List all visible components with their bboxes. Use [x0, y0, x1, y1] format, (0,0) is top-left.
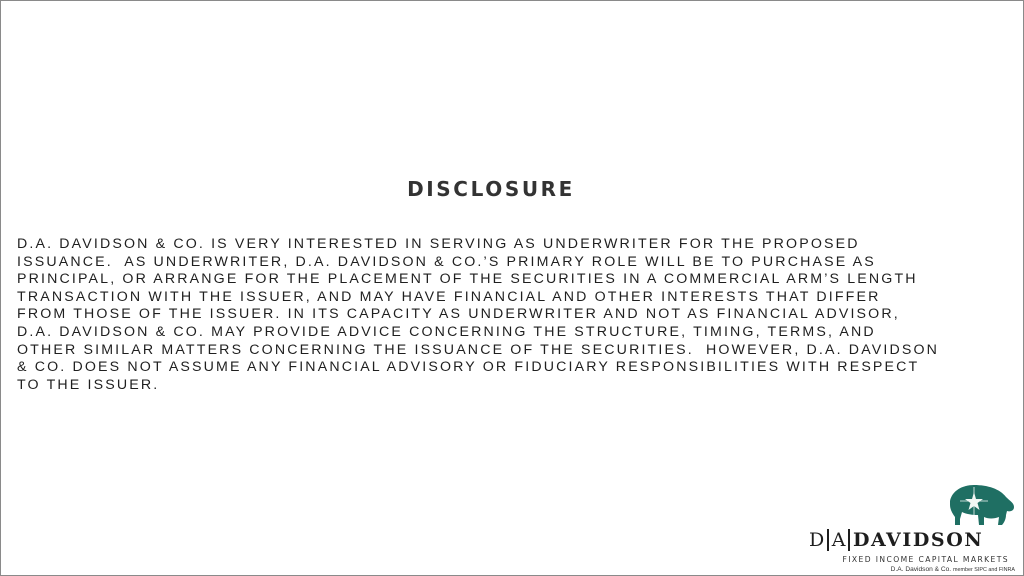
davidson-logo	[801, 479, 1023, 575]
slide-title: DISCLOSURE	[407, 177, 575, 201]
logo-division: FIXED INCOME CAPITAL MARKETS	[842, 555, 1009, 564]
member-affiliations: member SIPC and FINRA	[952, 567, 1015, 573]
disclosure-text: D.A. DAVIDSON & CO. IS VERY INTERESTED IN SERVING AS UNDERWRITER FOR THE PROPOSED ISSUANCE. AS UNDERWRITER, D.A. DAVIDSON & CO.’S PRIMARY ROLE WILL BE TO PURCHASE AS PRINCIPAL, OR ARRANGE FOR THE PLACEMENT OF THE SECURITIES IN A COMMERCIAL ARM’S LENGTH TRANSACTION WITH THE ISSUER, AND MAY HAVE FINANCIAL AND OTHER INTERESTS THAT DIFFER FROM THOSE OF THE ISSUER. IN ITS CAPACITY AS UNDERWRITER AND NOT AS FINANCIAL ADVISOR, D.A. DAVIDSON & CO. MAY PROVIDE ADVICE CONCERNING THE STRUCTURE, TIMING, TERMS, AND OTHER SIMILAR MATTERS CONCERNING THE ISSUANCE OF THE SECURITIES. HOWEVER, D.A. DAVIDSON & CO. DOES NOT ASSUME ANY FINANCIAL ADVISORY OR FIDUCIARY RESPONSIBILITIES WITH RESPECT TO THE ISSUER.	[17, 236, 940, 393]
logo-name: DAVIDSON	[852, 529, 984, 551]
logo-divider	[848, 529, 850, 551]
logo-letter-a: A	[831, 529, 846, 551]
logo-divider	[827, 529, 829, 551]
member-firm: D.A. Davidson & Co.	[890, 566, 952, 573]
logo-wordmark	[809, 527, 983, 553]
logo-letter-d: D	[809, 529, 825, 551]
bison-icon	[944, 479, 1016, 527]
membership-note	[891, 566, 1015, 573]
